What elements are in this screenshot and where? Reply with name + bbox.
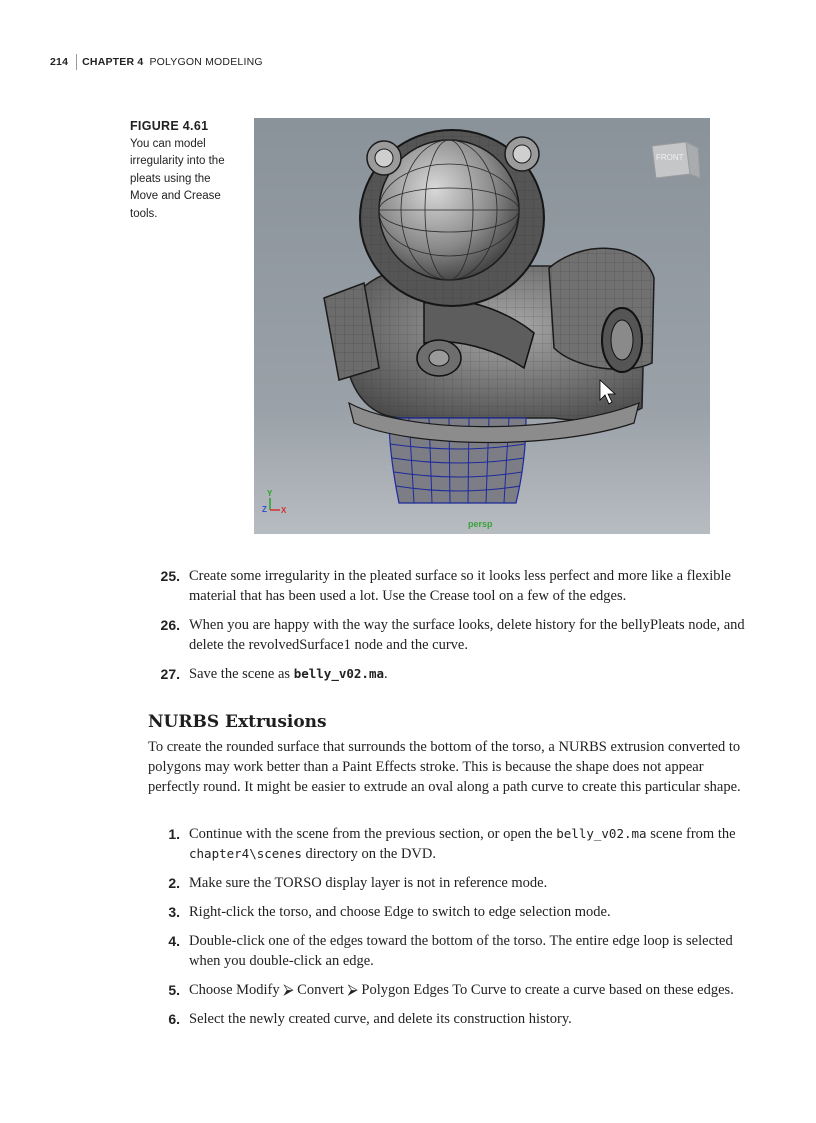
list-item (150, 931, 750, 971)
step-number: 3. (168, 904, 180, 920)
running-header (50, 54, 263, 70)
step-number: 25. (160, 568, 180, 584)
list-item (150, 566, 750, 606)
figure-title: FIGURE 4.61 (130, 119, 209, 133)
step-text: When you are happy with the way the surface looks, delete history for the bellyPleats node, and delete the revolvedSurface1 node and the curve. (189, 617, 745, 653)
axis-label-y: Y (267, 489, 273, 498)
step-text: Make sure the TORSO display layer is not in reference mode. (189, 875, 548, 891)
list-item (150, 615, 750, 655)
figure-caption-text: You can model irregularity into the pleats using the Move and Crease tools. (130, 137, 225, 220)
list-item (150, 902, 750, 922)
list-item (150, 664, 750, 684)
step-text (189, 664, 750, 684)
step-number: 2. (168, 875, 180, 891)
filename-code: belly_v02.ma (556, 826, 647, 841)
filename-code: belly_v02.ma (293, 666, 384, 681)
step-number: 5. (168, 982, 180, 998)
step-text: Choose Modify ⮚ Convert ⮚ Polygon Edges To Curve to create a curve based on these edges. (189, 982, 734, 998)
chapter-label: CHAPTER 4 (82, 56, 144, 68)
figure-caption (130, 118, 240, 223)
view-cube (652, 142, 700, 178)
steps-list (150, 824, 750, 1038)
step-number: 1. (168, 826, 180, 842)
step-text-post: directory on the DVD. (301, 846, 436, 862)
header-divider (76, 54, 77, 70)
steps-list-continued (150, 566, 750, 693)
step-text-pre: Save the scene as (189, 666, 294, 682)
step-text-pre: Continue with the scene from the previous section, or open the (189, 826, 557, 842)
step-text-post: . (384, 666, 388, 682)
step-text-mid: scene from the (646, 826, 736, 842)
axis-label-z: Z (262, 505, 267, 514)
step-text: Select the newly created curve, and delete its construction history. (189, 1011, 572, 1027)
viewport-label: persp (468, 519, 493, 529)
step-number: 26. (160, 617, 180, 633)
viewcube-label: FRONT (656, 153, 684, 162)
step-number: 4. (168, 933, 180, 949)
step-text: Right-click the torso, and choose Edge to switch to edge selection mode. (189, 904, 611, 920)
page-number: 214 (50, 56, 69, 68)
chapter-title: POLYGON MODELING (149, 56, 263, 68)
step-number: 27. (160, 666, 180, 682)
step-text: Create some irregularity in the pleated surface so it looks less perfect and more like a flexible material that has been used a lot. Use the Crease tool on a few of the edges. (189, 568, 731, 604)
step-number: 6. (168, 1011, 180, 1027)
axis-label-x: X (281, 506, 287, 515)
list-item (150, 824, 750, 864)
figure-image (254, 118, 710, 534)
directory-code: chapter4\scenes (189, 846, 302, 861)
step-text: Double-click one of the edges toward the bottom of the torso. The entire edge loop is selected when you double-click an edge. (189, 933, 733, 969)
step-text (189, 824, 750, 864)
viewport-illustration (254, 118, 710, 534)
body-paragraph: To create the rounded surface that surrounds the bottom of the torso, a NURBS extrusion converted to polygons may work better than a Paint Effects stroke. This is because the shape does not appear perfectly round. It might be easier to extrude an oval along a path curve to create this particular shape. (148, 739, 741, 795)
list-item (150, 1009, 750, 1029)
section-heading: NURBS Extrusions (148, 712, 327, 732)
list-item (150, 873, 750, 893)
list-item (150, 980, 750, 1000)
